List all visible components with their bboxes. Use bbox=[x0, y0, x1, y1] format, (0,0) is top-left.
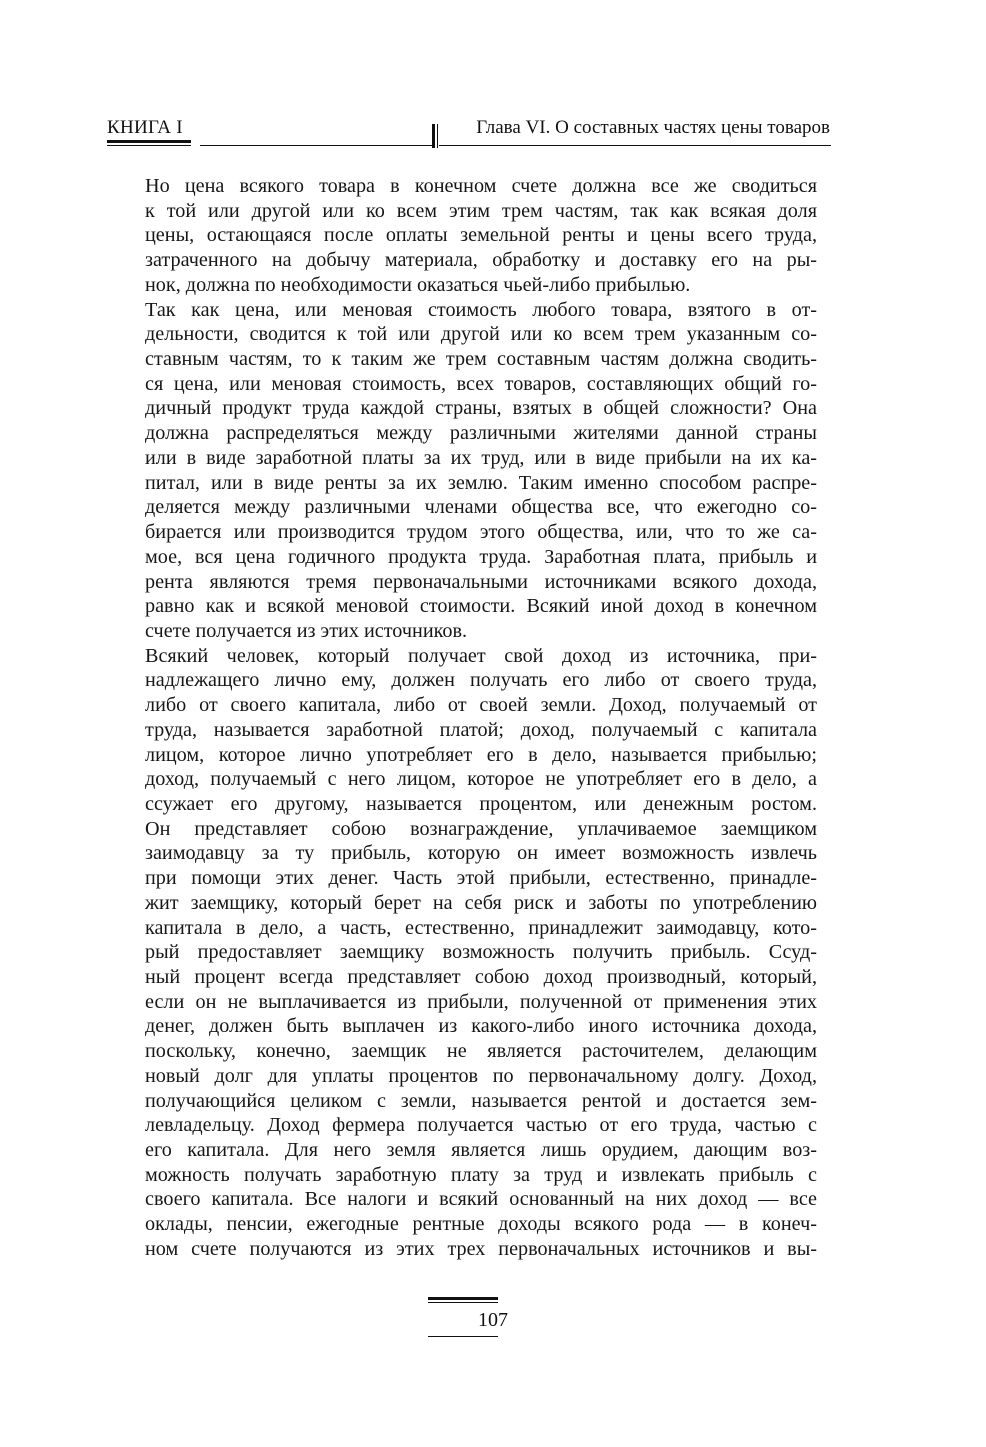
page-number: 107 bbox=[478, 1309, 508, 1331]
text-line: поскольку, конечно, заемщик не является расточителем, делающим bbox=[145, 1040, 817, 1063]
text-line: рый предоставляет заемщику возможность получить прибыль. Ссуд- bbox=[145, 941, 817, 964]
header-divider-bar-2 bbox=[437, 124, 438, 148]
header-divider-bar-1 bbox=[432, 124, 435, 148]
text-line: затраченного на добычу материала, обработку и доставку его на ры- bbox=[145, 249, 817, 272]
text-line: ссужает его другому, называется процентом, или денежным ростом. bbox=[145, 792, 817, 815]
text-line: Так как цена, или меновая стоимость любого товара, взятого в от- bbox=[145, 298, 817, 321]
paragraph bbox=[107, 644, 817, 1262]
header-rule-left-thin bbox=[107, 145, 191, 146]
text-line: труда, называется заработной платой; доход, получаемый с капитала bbox=[145, 718, 817, 741]
text-line: жит заемщику, который берет на себя риск и заботы по употреблению bbox=[145, 891, 817, 914]
chapter-text bbox=[107, 174, 817, 1262]
header-rule-right bbox=[439, 145, 831, 146]
text-line: должна распределяться между различными жителями данной страны bbox=[145, 422, 817, 445]
text-line: бирается или производится трудом этого общества, или, что то же са- bbox=[145, 521, 817, 544]
paragraph bbox=[107, 298, 817, 644]
text-line: если он не выплачивается из прибыли, полученной от применения этих bbox=[145, 990, 817, 1013]
text-line: надлежащего лично ему, должен получать его либо от своего труда, bbox=[145, 669, 817, 692]
text-line: ставным частям, то к таким же трем составным частям должна сводить- bbox=[145, 348, 817, 371]
text-line: ный процент всегда представляет собою доход производный, который, bbox=[145, 966, 817, 988]
text-line: Всякий человек, который получает свой доход из источника, при- bbox=[145, 644, 817, 667]
header-rule-middle bbox=[200, 145, 433, 146]
text-line: ся цена, или меновая стоимость, всех товаров, составляющих общий го- bbox=[145, 372, 817, 395]
text-line: его капитала. Для него земля является лишь орудием, дающим воз- bbox=[145, 1139, 817, 1162]
paragraph bbox=[107, 174, 817, 298]
running-header-book: КНИГА I bbox=[107, 117, 183, 138]
text-line: нок, должна по необходимости оказаться чьей-либо прибылью. bbox=[145, 273, 691, 296]
text-line: при помощи этих денег. Часть этой прибыли, естественно, принадле- bbox=[145, 867, 817, 890]
text-line: капитала в дело, а часть, естественно, принадлежит заимодавцу, кото- bbox=[145, 916, 817, 939]
page-number-rule-top-thick bbox=[428, 1297, 498, 1300]
text-line: или в виде заработной платы за их труд, или в виде прибыли на их ка- bbox=[145, 446, 817, 469]
text-line: к той или другой или ко всем этим трем частям, так как всякая доля bbox=[145, 199, 817, 222]
text-line: дельности, сводится к той или другой или ко всем трем указанным со- bbox=[145, 323, 817, 346]
page-number-rule-bottom bbox=[428, 1336, 498, 1337]
text-line: получающийся целиком с земли, называется рентой и достается зем- bbox=[145, 1089, 817, 1112]
text-line: мое, вся цена годичного продукта труда. Заработная плата, прибыль и bbox=[145, 545, 817, 568]
text-line: заимодавцу за ту прибыль, которую он имеет возможность извлечь bbox=[145, 842, 817, 865]
page-number-rule-top-thin bbox=[428, 1302, 498, 1303]
text-line: левладельцу. Доход фермера получается частью от его труда, частью с bbox=[145, 1114, 817, 1137]
text-line: питал, или в виде ренты за их землю. Таким именно способом распре- bbox=[145, 471, 817, 494]
text-line: деляется между различными членами общества все, что ежегодно со- bbox=[145, 496, 817, 519]
text-line: доход, получаемый с него лицом, которое не употребляет его в дело, а bbox=[145, 768, 817, 791]
text-line: дичный продукт труда каждой страны, взятых в общей сложности? Она bbox=[145, 397, 817, 420]
text-line: Но цена всякого товара в конечном счете должна все же сводиться bbox=[145, 175, 817, 197]
text-line: Он представляет собою вознаграждение, уплачиваемое заемщиком bbox=[145, 817, 817, 840]
text-line: ном счете получаются из этих трех первоначальных источников и вы- bbox=[145, 1237, 817, 1260]
header-rule-left-thick bbox=[107, 140, 191, 143]
text-line: либо от своего капитала, либо от своей земли. Доход, получаемый от bbox=[145, 694, 817, 717]
text-line: равно как и всякой меновой стоимости. Всякий иной доход в конечном bbox=[145, 595, 817, 618]
text-line: рента являются тремя первоначальными источниками всякого дохода, bbox=[145, 570, 817, 593]
text-line: новый долг для уплаты процентов по первоначальному долгу. Доход, bbox=[145, 1064, 817, 1087]
text-line: оклады, пенсии, ежегодные рентные доходы всякого рода — в конеч- bbox=[145, 1213, 817, 1236]
text-line: цены, остающаяся после оплаты земельной ренты и цены всего труда, bbox=[145, 224, 817, 247]
running-header-chapter: Глава VI. О составных частях цены товаров bbox=[476, 117, 830, 138]
text-line: лицом, которое лично употребляет его в дело, называется прибылью; bbox=[145, 743, 817, 766]
text-line: своего капитала. Все налоги и всякий основанный на них доход — все bbox=[145, 1188, 817, 1211]
text-line: можность получать заработную плату за труд и извлекать прибыль с bbox=[145, 1163, 817, 1186]
text-line: счете получается из этих источников. bbox=[145, 619, 468, 642]
text-line: денег, должен быть выплачен из какого-либо иного источника дохода, bbox=[145, 1015, 817, 1038]
